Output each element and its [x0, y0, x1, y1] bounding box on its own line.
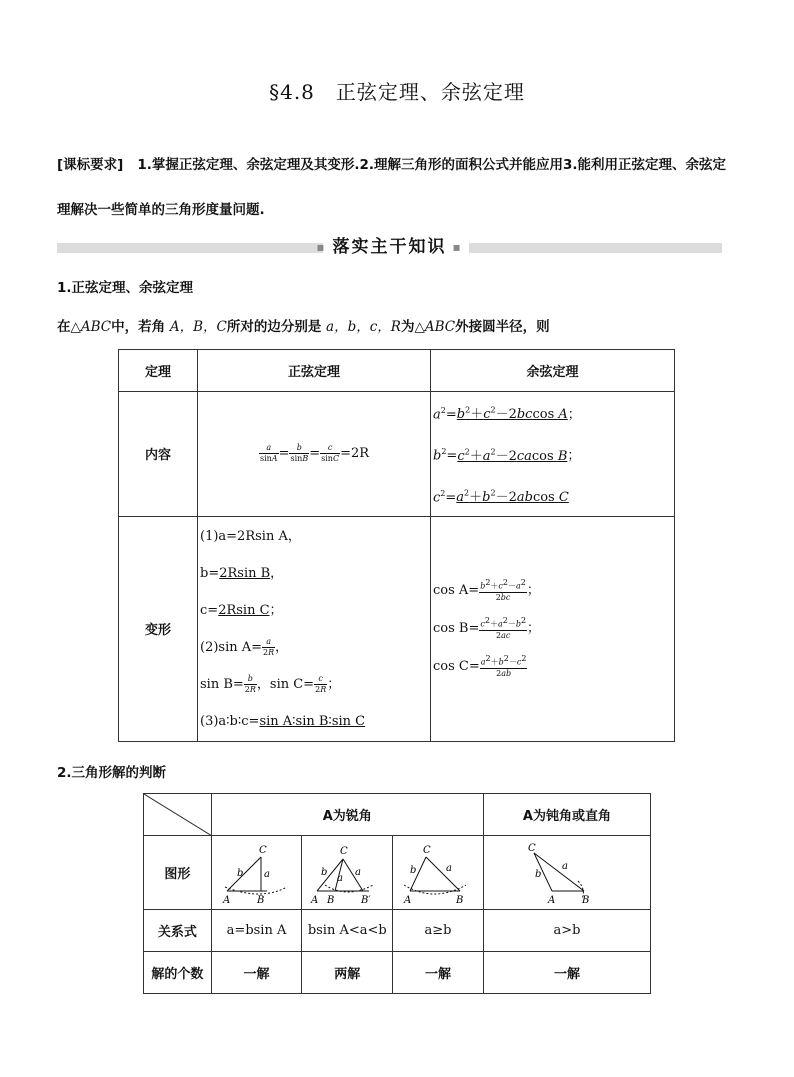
acute-header: A为锐角: [211, 794, 483, 836]
svg-text:a: a: [561, 860, 568, 872]
svg-text:A: A: [222, 894, 230, 905]
svg-text:C: C: [423, 844, 431, 856]
count-2: 两解: [302, 952, 393, 994]
svg-text:b: b: [236, 867, 243, 879]
solution-table: [143, 793, 651, 994]
svg-text:A: A: [311, 894, 319, 905]
svg-text:B: B: [581, 894, 590, 905]
header-cosine: 余弦定理: [431, 350, 675, 392]
relation-3: a≥b: [393, 910, 484, 952]
svg-text:b: b: [321, 866, 328, 878]
svg-text:C: C: [527, 842, 536, 854]
svg-text:C: C: [340, 845, 348, 857]
svg-text:b: b: [534, 868, 542, 880]
svg-text:A: A: [547, 894, 556, 905]
svg-text:a: a: [355, 866, 362, 878]
svg-text:B: B: [256, 894, 264, 905]
count-row-label: 解的个数: [144, 952, 212, 994]
relation-4: a>b: [483, 910, 650, 952]
requirements-text: 1.掌握正弦定理、余弦定理及其变形.2.理解三角形的面积公式并能应用3.能利用正弦定理、余弦定理解决一些简单的三角形度量问题.: [57, 157, 727, 218]
relation-2: bsin A<a<b: [302, 910, 393, 952]
figure-one-solution-right: [211, 836, 302, 910]
sine-law-variants: (1)a=2Rsin A， b=2Rsin B， c=2Rsin C； (2)sin A= $\frac{a}{2R}$ ， sin B= $\frac{b}{2R}$ ，sin C= $\frac{c}{2R}$ ； (3)a∶b∶c=sin A∶sin B∶sin C: [198, 516, 431, 741]
section2-heading: 2.三角形解的判断: [57, 765, 167, 781]
svg-text:B′: B′: [361, 894, 371, 905]
header-sine: 正弦定理: [198, 350, 431, 392]
count-3: 一解: [393, 952, 484, 994]
sine-law-content: $\frac{a}{\sin A}$ = $\frac{b}{\sin B}$ = $\frac{c}{\sin C}$ =2R: [198, 392, 431, 517]
relation-1: a=bsin A: [211, 910, 302, 952]
svg-text:C: C: [258, 844, 267, 856]
row-variant-label: 变形: [119, 516, 198, 741]
cosine-law-variants: cos A= $\frac{b^2+c^2-a^2}{2bc}$ ； cos B= $\frac{c^2+a^2-b^2}{2ac}$ ； cos C= $\frac{a^2+b^2-c^2}{2ab}$: [431, 516, 675, 741]
relation-row-label: 关系式: [144, 910, 212, 952]
svg-text:a: a: [263, 868, 270, 880]
svg-text:B: B: [327, 894, 335, 905]
banner-text: 落实主干知识: [332, 237, 447, 257]
section-banner: ▪ 落实主干知识 ▪: [57, 232, 722, 256]
theorem-table: [118, 349, 675, 742]
svg-text:b: b: [410, 864, 417, 876]
svg-text:B: B: [456, 894, 464, 905]
curriculum-requirements: [57, 143, 737, 233]
figure-two-solutions: [302, 836, 393, 910]
cosine-law-content: $a^2=b^2+c^2-2bccos$ A； $b^2=c^2+a^2-2cacos$ B； $c^2=a^2+b^2-2abcos$ C: [431, 392, 675, 517]
figure-one-solution-a-ge-b: [393, 836, 484, 910]
page-title: §4.8 正弦定理、余弦定理: [269, 80, 525, 104]
obtuse-header: A为钝角或直角: [483, 794, 650, 836]
count-1: 一解: [211, 952, 302, 994]
requirements-label: [课标要求]: [57, 157, 124, 173]
section1-intro: 在△ABC中，若角 A，B，C所对的边分别是 a，b，c，R为△ABC外接圆半径，则: [57, 319, 550, 335]
svg-text:A: A: [404, 894, 412, 905]
svg-text:a: a: [446, 862, 452, 874]
figure-row-label: 图形: [144, 836, 212, 910]
corner-cell: [144, 794, 212, 836]
svg-text:a: a: [337, 872, 344, 884]
section1-heading: 1.正弦定理、余弦定理: [57, 280, 194, 296]
header-theorem: 定理: [119, 350, 198, 392]
figure-obtuse: [483, 836, 650, 910]
count-4: 一解: [483, 952, 650, 994]
row-content-label: 内容: [119, 392, 198, 517]
